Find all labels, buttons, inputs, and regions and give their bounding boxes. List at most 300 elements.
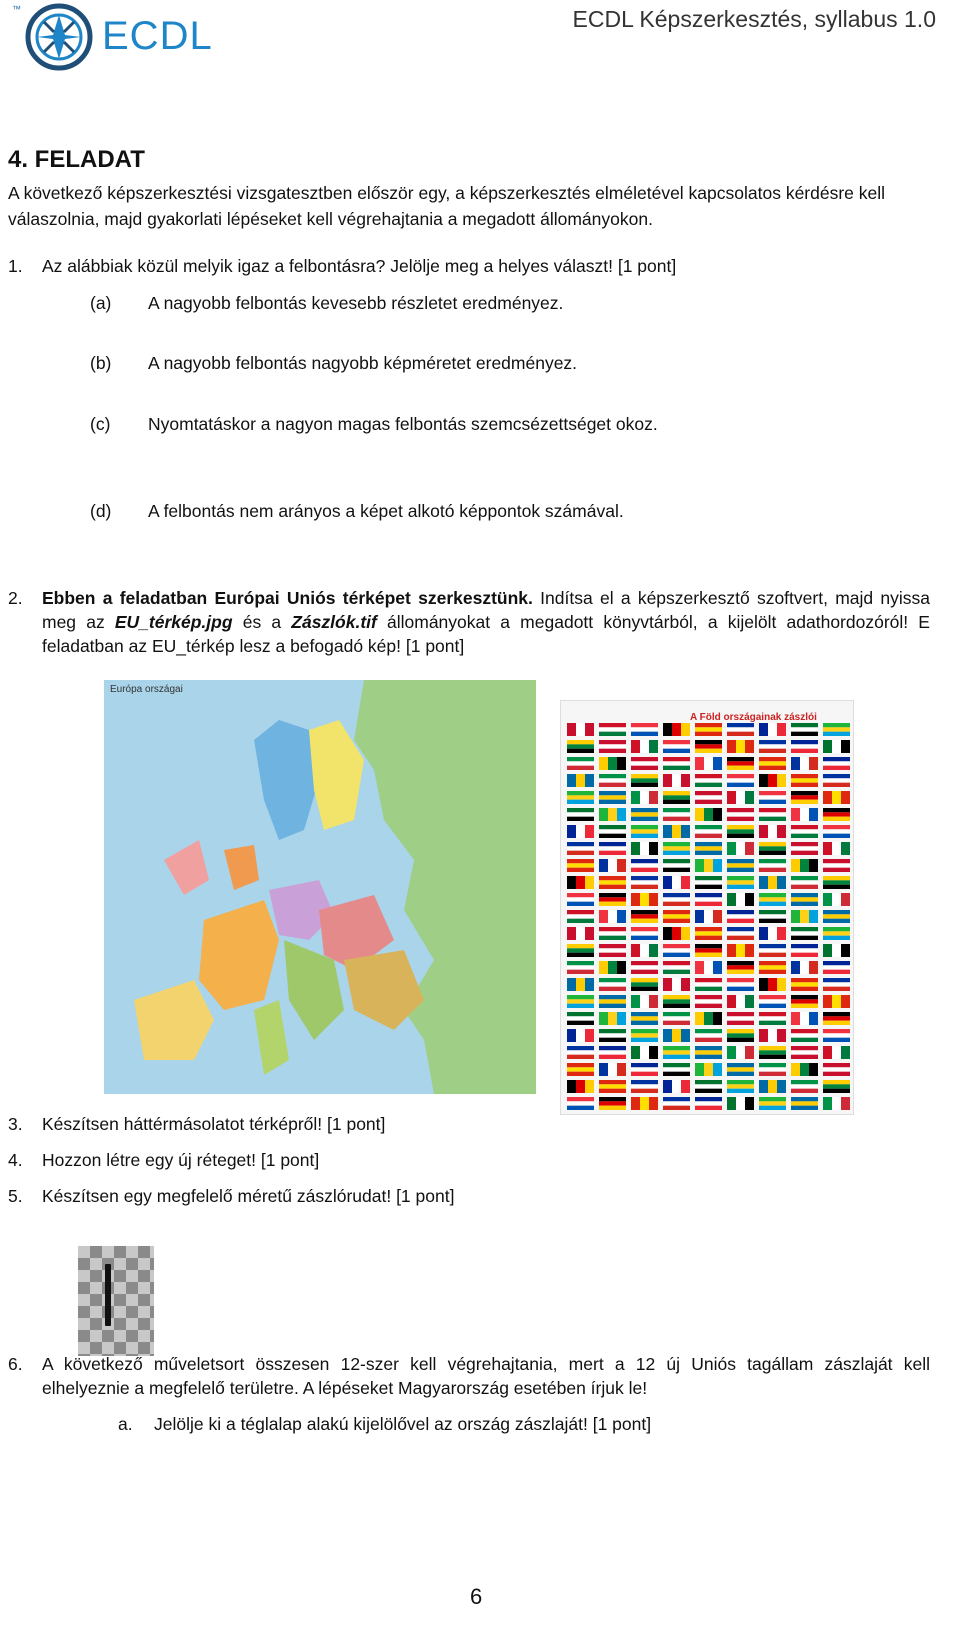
flag-stripe	[567, 1114, 594, 1115]
flag-stripe	[832, 740, 841, 753]
flag-stripe	[599, 1050, 626, 1054]
flag-stripe	[631, 1012, 658, 1016]
flag-stripe	[823, 1084, 850, 1088]
flag-stripe	[727, 970, 754, 974]
flag-stripe	[608, 808, 617, 821]
flag-stripe	[704, 910, 713, 923]
flag-stripe	[713, 757, 722, 770]
flag-stripe	[631, 842, 640, 855]
flag-stripe	[576, 876, 585, 889]
flag-stripe	[695, 740, 722, 744]
flag-stripe	[832, 995, 841, 1008]
flag-stripe	[631, 1038, 658, 1042]
map-caption: Európa országai	[110, 684, 183, 695]
flag-stripe	[713, 1012, 722, 1025]
flag-stripe	[695, 829, 722, 833]
flag-stripe	[567, 791, 594, 795]
step-6a-number: a.	[118, 1414, 133, 1434]
flag-stripe	[800, 859, 809, 872]
flag-stripe	[608, 1012, 617, 1025]
step-4-number: 4.	[8, 1150, 23, 1170]
flag-stripe	[727, 1072, 754, 1076]
flag-stripe	[736, 995, 745, 1008]
flag-stripe	[727, 761, 754, 765]
flag-stripe	[727, 829, 754, 833]
flag-stripe	[567, 817, 594, 821]
flag-stripe	[663, 876, 672, 889]
flag-stripe	[599, 982, 626, 986]
flag-stripe	[631, 834, 658, 838]
option-b-label: (b)	[90, 353, 112, 373]
flag-stripe	[791, 931, 818, 935]
flag-stripe	[567, 961, 594, 965]
flag-stripe	[695, 936, 722, 940]
flag-stripe	[823, 1033, 850, 1037]
flag-stripe	[727, 987, 754, 991]
flag-stripe	[576, 774, 585, 787]
flag-stripe	[567, 919, 594, 923]
flag-stripe	[567, 812, 594, 816]
flag-stripe	[791, 995, 818, 999]
flag-stripe	[640, 740, 649, 753]
flag-stripe	[823, 723, 850, 727]
flag-stripe	[695, 732, 722, 736]
flag-stripe	[695, 893, 722, 897]
flag-stripe	[663, 740, 690, 744]
flag-stripe	[599, 757, 608, 770]
flag-stripe	[663, 893, 690, 897]
flag-stripe	[823, 761, 850, 765]
flag-stripe	[631, 893, 640, 906]
flag-stripe	[640, 842, 649, 855]
flag-stripe	[599, 774, 626, 778]
flag-stripe	[823, 1029, 850, 1033]
flag-stripe	[663, 825, 672, 838]
flag-stripe	[567, 851, 594, 855]
flag-stripe	[631, 783, 658, 787]
flag-stripe	[759, 1080, 768, 1093]
question-6-number: 6.	[8, 1354, 23, 1374]
flag-stripe	[663, 723, 672, 736]
option-c-text: Nyomtatáskor a nagyon magas felbontás szemcsézettséget okoz.	[148, 414, 658, 434]
flag-stripe	[695, 846, 722, 850]
flag-stripe	[695, 1101, 722, 1105]
flag-stripe	[631, 778, 658, 782]
flag-stripe	[695, 842, 722, 846]
flag-stripe	[727, 842, 736, 855]
flag-stripe	[727, 978, 754, 982]
flag-stripe	[695, 876, 722, 880]
flag-stripe	[631, 723, 658, 727]
flag-stripe	[576, 825, 585, 838]
flag-stripe	[631, 1029, 658, 1033]
flag-stripe	[759, 876, 768, 889]
flag-stripe	[727, 757, 754, 761]
flag-stripe	[791, 1063, 800, 1076]
flag-stripe	[823, 740, 832, 753]
flag-stripe	[791, 795, 818, 799]
flag-stripe	[631, 1072, 658, 1076]
flag-stripe	[695, 744, 722, 748]
flag-stripe	[759, 1046, 786, 1050]
flag-stripe	[727, 863, 754, 867]
flag-stripe	[759, 812, 786, 816]
flag-stripe	[727, 732, 754, 736]
flag-stripe	[663, 1016, 690, 1020]
flag-stripe	[695, 953, 722, 957]
flag-stripe	[681, 927, 690, 940]
flag-stripe	[649, 995, 658, 1008]
flag-stripe	[663, 1106, 690, 1110]
flag-stripe	[695, 783, 722, 787]
flag-stripe	[599, 999, 626, 1003]
flag-stripe	[567, 1016, 594, 1020]
flag-stripe	[663, 961, 690, 965]
flag-stripe	[567, 965, 594, 969]
flag-stripe	[681, 978, 690, 991]
flag-stripe	[599, 723, 626, 727]
question-1-text: Az alábbiak közül melyik igaz a felbontásra? Jelölje meg a helyes választ! [1 pont]	[42, 256, 677, 276]
flag-stripe	[695, 1050, 722, 1054]
flag-stripe	[713, 961, 722, 974]
flag-stripe	[759, 944, 786, 948]
flag-stripe	[823, 1114, 850, 1115]
flag-stripe	[823, 876, 850, 880]
flag-stripe	[727, 766, 754, 770]
flag-stripe	[567, 1012, 594, 1016]
flag-stripe	[663, 757, 690, 761]
flag-stripe	[617, 1114, 626, 1115]
flag-stripe	[631, 868, 658, 872]
flag-stripe	[599, 783, 626, 787]
flag-stripe	[704, 961, 713, 974]
flag-stripe	[640, 1046, 649, 1059]
flag-stripe	[727, 1089, 754, 1093]
flag-stripe	[567, 1101, 594, 1105]
flag-stripe	[567, 749, 594, 753]
flag-stripe	[599, 1063, 608, 1076]
flag-stripe	[672, 1080, 681, 1093]
flag-stripe	[695, 961, 704, 974]
flag-stripe	[695, 987, 722, 991]
flag-stripe	[695, 774, 722, 778]
option-d-label: (d)	[90, 501, 112, 521]
flag-stripe	[599, 1106, 626, 1110]
flag-stripe	[663, 944, 690, 948]
flag-stripe	[791, 791, 818, 795]
ecdl-logo	[6, 0, 216, 72]
flag-stripe	[695, 1106, 722, 1110]
flag-stripe	[672, 825, 681, 838]
flag-stripe	[617, 859, 626, 872]
flag-stripe	[576, 1080, 585, 1093]
flag-stripe	[567, 846, 594, 850]
flag-stripe	[759, 1050, 786, 1054]
flag-stripe	[823, 931, 850, 935]
section-title: 4. FELADAT	[8, 146, 145, 173]
flag-stripe	[768, 876, 777, 889]
flag-stripe	[791, 846, 818, 850]
flag-stripe	[567, 1097, 594, 1101]
flag-stripe	[823, 936, 850, 940]
flag-stripe	[759, 1055, 786, 1059]
flag-stripe	[759, 761, 786, 765]
flag-stripe	[745, 842, 754, 855]
flag-stripe	[599, 851, 626, 855]
flag-stripe	[672, 927, 681, 940]
flag-stripe	[759, 1106, 786, 1110]
flag-stripe	[727, 1084, 754, 1088]
flag-stripe	[823, 774, 850, 778]
flag-stripe	[585, 825, 594, 838]
flag-stripe	[736, 1046, 745, 1059]
flag-stripe	[823, 970, 850, 974]
flag-stripe	[727, 931, 754, 935]
flag-stripe	[800, 961, 809, 974]
flag-stripe	[704, 1114, 713, 1115]
flag-stripe	[759, 749, 786, 753]
flag-stripe	[599, 1089, 626, 1093]
flag-stripe	[809, 757, 818, 770]
flag-stripe	[823, 965, 850, 969]
flag-stripe	[631, 970, 658, 974]
flag-stripe	[759, 846, 786, 850]
flag-stripe	[631, 931, 658, 935]
flag-stripe	[809, 1012, 818, 1025]
flag-stripe	[663, 868, 690, 872]
flag-stripe	[663, 1114, 690, 1115]
flag-stripe	[800, 1012, 809, 1025]
flag-stripe	[695, 859, 704, 872]
flag-stripe	[599, 846, 626, 850]
flag-stripe	[727, 880, 754, 884]
flag-stripe	[599, 1080, 626, 1084]
flag-stripe	[809, 808, 818, 821]
flag-stripe	[791, 757, 800, 770]
flag-stripe	[617, 910, 626, 923]
flag-stripe	[791, 893, 818, 897]
flag-stripe	[663, 774, 672, 787]
flag-stripe	[599, 1084, 626, 1088]
flag-stripe	[809, 910, 818, 923]
flag-stripe	[608, 961, 617, 974]
flag-stripe	[585, 723, 594, 736]
flag-stripe	[727, 727, 754, 731]
flag-stripe	[663, 1080, 672, 1093]
flag-stripe	[695, 944, 722, 948]
flag-stripe	[631, 880, 658, 884]
flag-stripe	[759, 1012, 786, 1016]
flag-stripe	[768, 774, 777, 787]
flag-stripe	[599, 1114, 608, 1115]
flag-stripe	[681, 876, 690, 889]
flag-stripe	[631, 791, 640, 804]
flag-stripe	[663, 1021, 690, 1025]
flag-stripe	[791, 1012, 800, 1025]
flag-stripe	[631, 1033, 658, 1037]
flag-stripe	[599, 876, 626, 880]
flag-stripe	[608, 859, 617, 872]
flag-stripe	[823, 1072, 850, 1076]
flag-stripe	[823, 766, 850, 770]
flag-stripe	[631, 740, 640, 753]
flag-stripe	[695, 927, 722, 931]
flag-stripe	[567, 999, 594, 1003]
flag-stripe	[599, 834, 626, 838]
flag-stripe	[727, 778, 754, 782]
flag-stripe	[791, 834, 818, 838]
flag-stripe	[759, 1114, 786, 1115]
flag-stripe	[727, 1046, 736, 1059]
flag-stripe	[599, 885, 626, 889]
flag-stripe	[631, 1021, 658, 1025]
flag-stripe	[759, 919, 786, 923]
flag-stripe	[617, 808, 626, 821]
flag-stripe	[663, 863, 690, 867]
flag-stripe	[713, 1063, 722, 1076]
flag-stripe	[832, 842, 841, 855]
flag-stripe	[809, 1063, 818, 1076]
flag-stripe	[695, 931, 722, 935]
flag-stripe	[599, 829, 626, 833]
flag-stripe	[759, 1021, 786, 1025]
flag-stripe	[631, 808, 658, 812]
flag-stripe	[768, 978, 777, 991]
flags-grid	[561, 701, 854, 1115]
flag-stripe	[695, 749, 722, 753]
flag-stripe	[791, 897, 818, 901]
flag-stripe	[745, 944, 754, 957]
flag-stripe	[777, 978, 786, 991]
flag-stripe	[567, 1106, 594, 1110]
flag-stripe	[727, 740, 736, 753]
flag-stripe	[681, 825, 690, 838]
flag-stripe	[823, 982, 850, 986]
question-2-part3: állományokat a megadott könyvtárból, a kijelölt adathordozóról! E feladatban az EU_térkép lesz a befogadó kép! [1 pont]	[42, 612, 930, 656]
flag-stripe	[727, 1033, 754, 1037]
flag-stripe	[823, 1067, 850, 1071]
flag-stripe	[791, 744, 818, 748]
flag-stripe	[599, 936, 626, 940]
trademark-symbol: ™	[12, 4, 21, 14]
flag-stripe	[727, 1029, 754, 1033]
flag-stripe	[695, 1114, 704, 1115]
flag-stripe	[695, 851, 722, 855]
flag-stripe	[800, 757, 809, 770]
flag-stripe	[567, 842, 594, 846]
flag-stripe	[567, 1021, 594, 1025]
flag-stripe	[832, 1046, 841, 1059]
flag-stripe	[759, 1072, 786, 1076]
flag-stripe	[727, 1012, 754, 1016]
flag-stripe	[695, 1004, 722, 1008]
flag-stripe	[791, 1097, 818, 1101]
flag-stripe	[791, 953, 818, 957]
flag-stripe	[695, 897, 722, 901]
flag-stripe	[663, 914, 690, 918]
flag-stripe	[631, 910, 658, 914]
flag-stripe	[695, 1029, 722, 1033]
flag-stripe	[599, 740, 626, 744]
flag-stripe	[832, 893, 841, 906]
flag-stripe	[695, 1084, 722, 1088]
flag-stripe	[663, 1097, 690, 1101]
flag-stripe	[631, 812, 658, 816]
flag-stripe	[599, 1004, 626, 1008]
flag-stripe	[631, 1016, 658, 1020]
flag-stripe	[681, 1080, 690, 1093]
option-a-label: (a)	[90, 293, 112, 313]
flag-stripe	[727, 1016, 754, 1020]
flag-stripe	[791, 982, 818, 986]
flag-stripe	[631, 919, 658, 923]
flag-stripe	[663, 948, 690, 952]
flag-stripe	[791, 825, 818, 829]
flag-stripe	[567, 876, 576, 889]
flag-stripe	[576, 978, 585, 991]
flag-stripe	[599, 910, 608, 923]
flag-stripe	[567, 1050, 594, 1054]
flag-stripe	[567, 1004, 594, 1008]
flag-stripe	[599, 825, 626, 829]
flag-stripe	[663, 846, 690, 850]
flag-stripe	[759, 791, 786, 795]
flag-stripe	[663, 919, 690, 923]
flag-stripe	[617, 757, 626, 770]
flag-stripe	[800, 808, 809, 821]
flag-stripe	[576, 927, 585, 940]
flag-stripe	[567, 1063, 594, 1067]
flag-stripe	[663, 1012, 690, 1016]
flag-stripe	[832, 944, 841, 957]
flag-stripe	[567, 1067, 594, 1071]
flag-stripe	[791, 778, 818, 782]
flag-stripe	[736, 842, 745, 855]
question-2-part1: Indítsa el a képszerkesztő szoftvert, majd nyissa meg az	[42, 588, 930, 632]
flag-stripe	[599, 744, 626, 748]
flag-stripe	[736, 1097, 745, 1110]
flag-stripe	[823, 727, 850, 731]
flag-stripe	[567, 825, 576, 838]
flag-stripe	[631, 732, 658, 736]
flag-stripe	[736, 791, 745, 804]
flag-stripe	[695, 902, 722, 906]
step-4-text: Hozzon létre egy új réteget! [1 pont]	[42, 1150, 320, 1170]
flag-stripe	[791, 1050, 818, 1054]
flag-stripe	[631, 757, 658, 761]
flag-stripe	[727, 1080, 754, 1084]
flag-stripe	[809, 1114, 818, 1115]
flag-stripe	[768, 723, 777, 736]
flag-stripe	[695, 1012, 704, 1025]
flag-stripe	[727, 914, 754, 918]
flag-stripe	[727, 961, 754, 965]
flag-stripe	[759, 978, 768, 991]
flag-stripe	[631, 1114, 658, 1115]
flag-stripe	[841, 791, 850, 804]
flag-stripe	[663, 978, 672, 991]
flag-stripe	[800, 1063, 809, 1076]
flag-stripe	[841, 995, 850, 1008]
flag-stripe	[727, 825, 754, 829]
flag-stripe	[745, 995, 754, 1008]
flag-stripe	[567, 927, 576, 940]
flag-stripe	[599, 808, 608, 821]
flag-stripe	[631, 1067, 658, 1071]
flag-stripe	[695, 1055, 722, 1059]
flag-stripe	[759, 1067, 786, 1071]
question-6-text: A következő műveletsort összesen 12-szer kell végrehajtania, mert a 12 új Uniós tagállam zászlaját kell elhelyeznie a megfelelő területre. A lépéseket Magyarország esetében írjuk le!	[42, 1354, 930, 1398]
